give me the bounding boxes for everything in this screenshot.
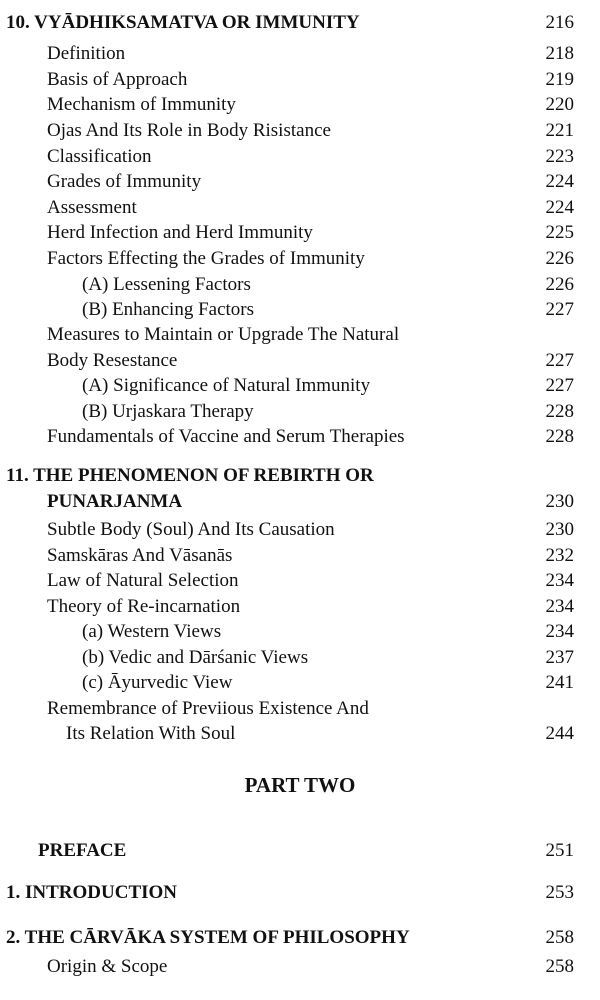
toc-entry xyxy=(0,696,600,722)
toc-entry-page: 224 xyxy=(545,197,574,218)
toc-entry-title: Mechanism of Immunity xyxy=(47,94,236,115)
toc-entry-page: 227 xyxy=(545,350,574,371)
toc-entry xyxy=(0,67,600,93)
toc-entry-page: 234 xyxy=(545,596,574,617)
toc-entry-page: 230 xyxy=(545,519,574,540)
toc-entry xyxy=(0,41,600,67)
toc-entry-title: 11. THE PHENOMENON OF REBIRTH OR xyxy=(6,465,374,486)
toc-entry-title: Fundamentals of Vaccine and Serum Therapies xyxy=(47,426,405,447)
toc-entry-title: Samskāras And Vāsanās xyxy=(47,545,233,566)
toc-entry-page: 226 xyxy=(545,248,574,269)
toc-entry xyxy=(0,424,600,450)
toc-entry-title: (B) Enhancing Factors xyxy=(82,299,255,320)
toc-entry xyxy=(0,92,600,118)
toc-entry-page: 227 xyxy=(545,375,574,396)
toc-entry-title: (B) Urjaskara Therapy xyxy=(82,401,254,422)
toc-entry-page: 223 xyxy=(545,146,574,167)
toc-entry-title: 2. THE CĀRVĀKA SYSTEM OF PHILOSOPHY xyxy=(6,927,410,948)
toc-subentry xyxy=(0,619,600,645)
toc-entry-title: PREFACE xyxy=(38,840,127,861)
toc-subentry xyxy=(0,272,600,298)
toc-entry-page: 232 xyxy=(545,545,574,566)
toc-entry-page: 253 xyxy=(545,882,574,903)
toc-chapter-entry xyxy=(0,463,600,489)
toc-entry-title: Remembrance of Previious Existence And xyxy=(47,698,369,719)
toc-entry-page: 221 xyxy=(545,120,574,141)
toc-entry-page: 228 xyxy=(545,426,574,447)
toc-entry xyxy=(0,954,600,980)
toc-entry-title: Origin & Scope xyxy=(47,956,168,977)
toc-entry-title: (c) Āyurvedic View xyxy=(82,672,233,693)
toc-entry-page: 234 xyxy=(545,570,574,591)
toc-entry xyxy=(0,348,600,374)
toc-entry-title: Grades of Immunity xyxy=(47,171,202,192)
toc-entry-title: Its Relation With Soul xyxy=(66,723,236,744)
toc-entry-title: Classification xyxy=(47,146,152,167)
toc-entry-page: 258 xyxy=(545,927,574,948)
toc-entry xyxy=(0,169,600,195)
toc-entry-title: Herd Infection and Herd Immunity xyxy=(47,222,313,243)
toc-entry-title: Ojas And Its Role in Body Risistance xyxy=(47,120,331,141)
toc-entry-page: 216 xyxy=(545,12,574,33)
toc-entry-title: Law of Natural Selection xyxy=(47,570,239,591)
toc-entry xyxy=(0,568,600,594)
toc-entry xyxy=(0,322,600,348)
toc-entry-title: (A) Significance of Natural Immunity xyxy=(82,375,371,396)
toc-entry xyxy=(0,144,600,170)
toc-entry-page: 218 xyxy=(545,43,574,64)
toc-entry-title: Measures to Maintain or Upgrade The Natural xyxy=(47,324,400,345)
toc-entry-title: 10. VYĀDHIKSAMATVA OR IMMUNITY xyxy=(6,12,360,33)
toc-chapter-entry xyxy=(0,880,600,906)
toc-entry xyxy=(0,220,600,246)
toc-entry-title: (a) Western Views xyxy=(82,621,222,642)
toc-subentry xyxy=(0,645,600,671)
toc-entry-page: 251 xyxy=(545,840,574,861)
toc-entry-title: Subtle Body (Soul) And Its Causation xyxy=(47,519,335,540)
toc-entry-page: 244 xyxy=(545,723,574,744)
toc-chapter-entry xyxy=(0,489,600,515)
toc-entry-page: 220 xyxy=(545,94,574,115)
toc-entry-title: PUNARJANMA xyxy=(47,491,183,512)
toc-entry xyxy=(0,118,600,144)
toc-subentry xyxy=(0,399,600,425)
toc-entry-page: 228 xyxy=(545,401,574,422)
toc-entry-title: (b) Vedic and Dārśanic Views xyxy=(82,647,309,668)
toc-entry xyxy=(0,721,600,747)
toc-entry-title: Basis of Approach xyxy=(47,69,188,90)
toc-entry-page: 225 xyxy=(545,222,574,243)
toc-entry-page: 224 xyxy=(545,171,574,192)
toc-entry-title: Assessment xyxy=(47,197,137,218)
toc-entry xyxy=(0,594,600,620)
toc-entry-title: Factors Effecting the Grades of Immunity xyxy=(47,248,365,269)
toc-entry-page: 237 xyxy=(545,647,574,668)
toc-entry-page: 219 xyxy=(545,69,574,90)
toc-entry-page: 226 xyxy=(545,274,574,295)
toc-entry-title: 1. INTRODUCTION xyxy=(6,882,178,903)
toc-chapter-entry xyxy=(0,925,600,951)
toc-chapter-entry xyxy=(0,10,600,36)
toc-entry-page: 230 xyxy=(545,491,574,512)
toc-entry-page: 241 xyxy=(545,672,574,693)
toc-entry-title: Definition xyxy=(47,43,126,64)
toc-entry-title: (A) Lessening Factors xyxy=(82,274,251,295)
toc-chapter-entry xyxy=(0,838,600,864)
toc-entry xyxy=(0,246,600,272)
toc-subentry xyxy=(0,297,600,323)
toc-entry xyxy=(0,195,600,221)
part-heading: PART TWO xyxy=(244,773,356,797)
toc-entry xyxy=(0,543,600,569)
toc-entry-page: 227 xyxy=(545,299,574,320)
toc-entry-title: Theory of Re-incarnation xyxy=(47,596,241,617)
toc-entry-page: 258 xyxy=(545,956,574,977)
toc-entry-page: 234 xyxy=(545,621,574,642)
toc-subentry xyxy=(0,670,600,696)
toc-subentry xyxy=(0,373,600,399)
toc-entry xyxy=(0,517,600,543)
toc-entry-title: Body Resestance xyxy=(47,350,178,371)
